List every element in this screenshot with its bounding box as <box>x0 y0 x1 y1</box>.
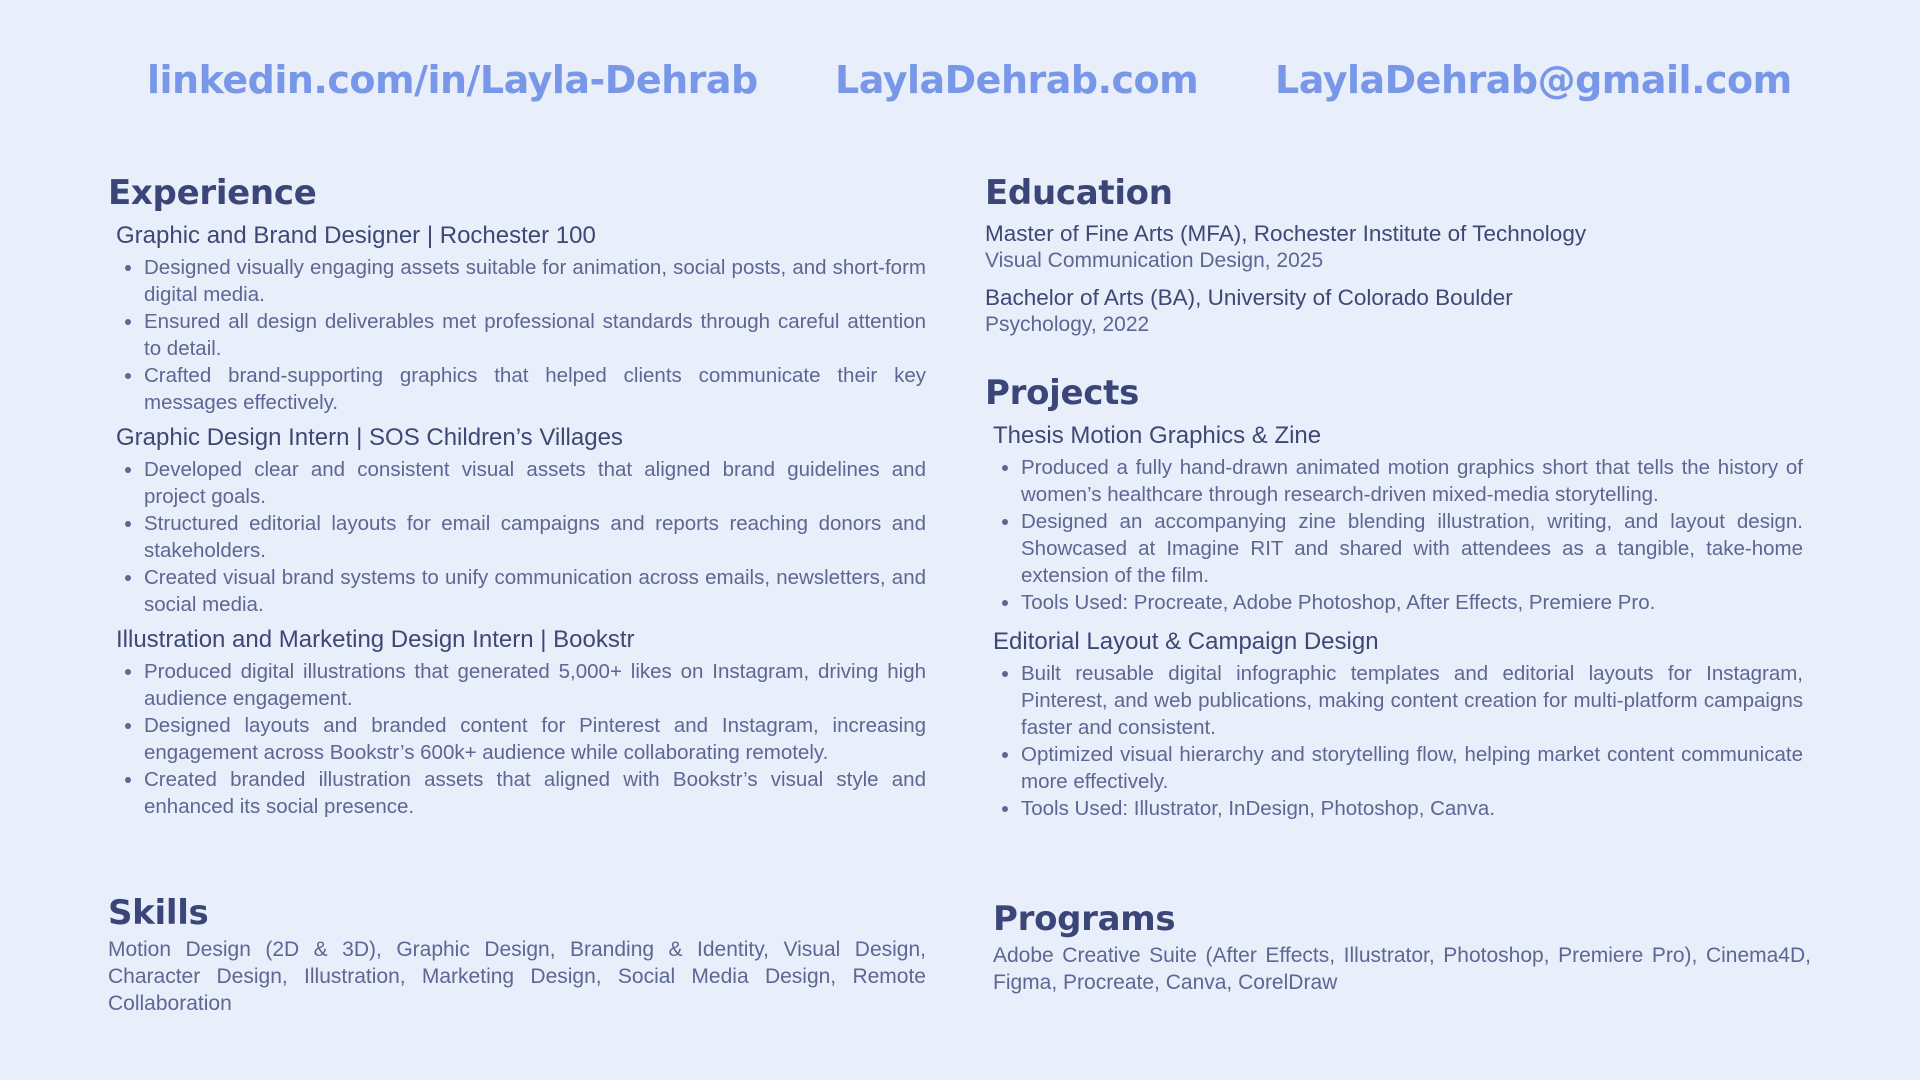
projects-heading: Projects <box>985 373 1140 413</box>
bullet-item: • Designed an accompanying zine blending illustration, writing, and layout design. Showcased at Imagine RIT and shared with attendees as a tangible, take-home extension of the film. <box>1021 508 1803 589</box>
bullet-item: • Created branded illustration assets that aligned with Bookstr’s visual style and enhanced its social presence. <box>144 766 926 820</box>
experience-heading: Experience <box>108 173 317 213</box>
role-title: Graphic Design Intern | SOS Children’s Villages <box>116 424 623 451</box>
programs-heading: Programs <box>993 899 1176 939</box>
project-item <box>985 420 1803 616</box>
bullet-item: • Tools Used: Illustrator, InDesign, Photoshop, Canva. <box>1021 795 1803 822</box>
bullet-item: • Tools Used: Procreate, Adobe Photoshop, After Effects, Premiere Pro. <box>1021 589 1803 616</box>
education-section <box>985 170 1803 348</box>
programs-section <box>985 896 1811 996</box>
role-bullets <box>108 254 926 416</box>
bullet-item: • Developed clear and consistent visual assets that aligned brand guidelines and project goals. <box>144 456 926 510</box>
experience-role <box>108 220 926 416</box>
bullet-item: • Designed visually engaging assets suitable for animation, social posts, and short-form digital media. <box>144 254 926 308</box>
education-heading: Education <box>985 173 1173 213</box>
bullet-item: • Produced a fully hand-drawn animated motion graphics short that tells the history of women’s healthcare through research-driven mixed-media storytelling. <box>1021 454 1803 508</box>
bullet-item: • Built reusable digital infographic templates and editorial layouts for Instagram, Pinterest, and web publications, making content creation for multi-platform campaigns faster and consistent. <box>1021 660 1803 741</box>
skills-text: Motion Design (2D & 3D), Graphic Design, Branding & Identity, Visual Design, Character Design, Illustration, Marketing Design, Social Media Design, Remote Collaboration <box>108 938 926 1015</box>
project-bullets <box>985 660 1803 822</box>
degree-detail: Visual Communication Design, 2025 <box>985 249 1324 272</box>
project-item <box>985 626 1803 822</box>
education-entry <box>985 284 1803 338</box>
degree-title: Bachelor of Arts (BA), University of Colorado Boulder <box>985 285 1513 310</box>
skills-section <box>108 890 926 1017</box>
contact-bar <box>0 58 1920 118</box>
project-title: Thesis Motion Graphics & Zine <box>993 422 1322 449</box>
bullet-item: • Optimized visual hierarchy and storytelling flow, helping market content communicate more effectively. <box>1021 741 1803 795</box>
degree-detail: Psychology, 2022 <box>985 313 1150 336</box>
projects-section <box>985 370 1803 822</box>
bullet-item: • Structured editorial layouts for email campaigns and reports reaching donors and stakeholders. <box>144 510 926 564</box>
degree-title: Master of Fine Arts (MFA), Rochester Institute of Technology <box>985 221 1587 246</box>
bullet-item: • Crafted brand-supporting graphics that helped clients communicate their key messages effectively. <box>144 362 926 416</box>
project-title: Editorial Layout & Campaign Design <box>993 628 1379 655</box>
role-title: Illustration and Marketing Design Intern | Bookstr <box>116 626 635 653</box>
linkedin-link[interactable]: linkedin.com/in/Layla-Dehrab <box>147 58 758 102</box>
role-bullets <box>108 456 926 618</box>
role-title: Graphic and Brand Designer | Rochester 100 <box>116 222 596 249</box>
bullet-item: • Produced digital illustrations that generated 5,000+ likes on Instagram, driving high audience engagement. <box>144 658 926 712</box>
email-link[interactable]: LaylaDehrab@gmail.com <box>1275 58 1792 102</box>
skills-heading: Skills <box>108 893 209 933</box>
bullet-item: • Ensured all design deliverables met professional standards through careful attention to detail. <box>144 308 926 362</box>
website-link[interactable]: LaylaDehrab.com <box>835 58 1199 102</box>
programs-text: Adobe Creative Suite (After Effects, Illustrator, Photoshop, Premiere Pro), Cinema4D, Figma, Procreate, Canva, CorelDraw <box>993 944 1811 994</box>
education-entry <box>985 220 1803 274</box>
experience-role <box>108 624 926 820</box>
bullet-item: • Created visual brand systems to unify communication across emails, newsletters, and social media. <box>144 564 926 618</box>
experience-section <box>108 170 926 820</box>
project-bullets <box>985 454 1803 616</box>
role-bullets <box>108 658 926 820</box>
bullet-item: • Designed layouts and branded content for Pinterest and Instagram, increasing engagement across Bookstr’s 600k+ audience while collaborating remotely. <box>144 712 926 766</box>
experience-role <box>108 422 926 618</box>
